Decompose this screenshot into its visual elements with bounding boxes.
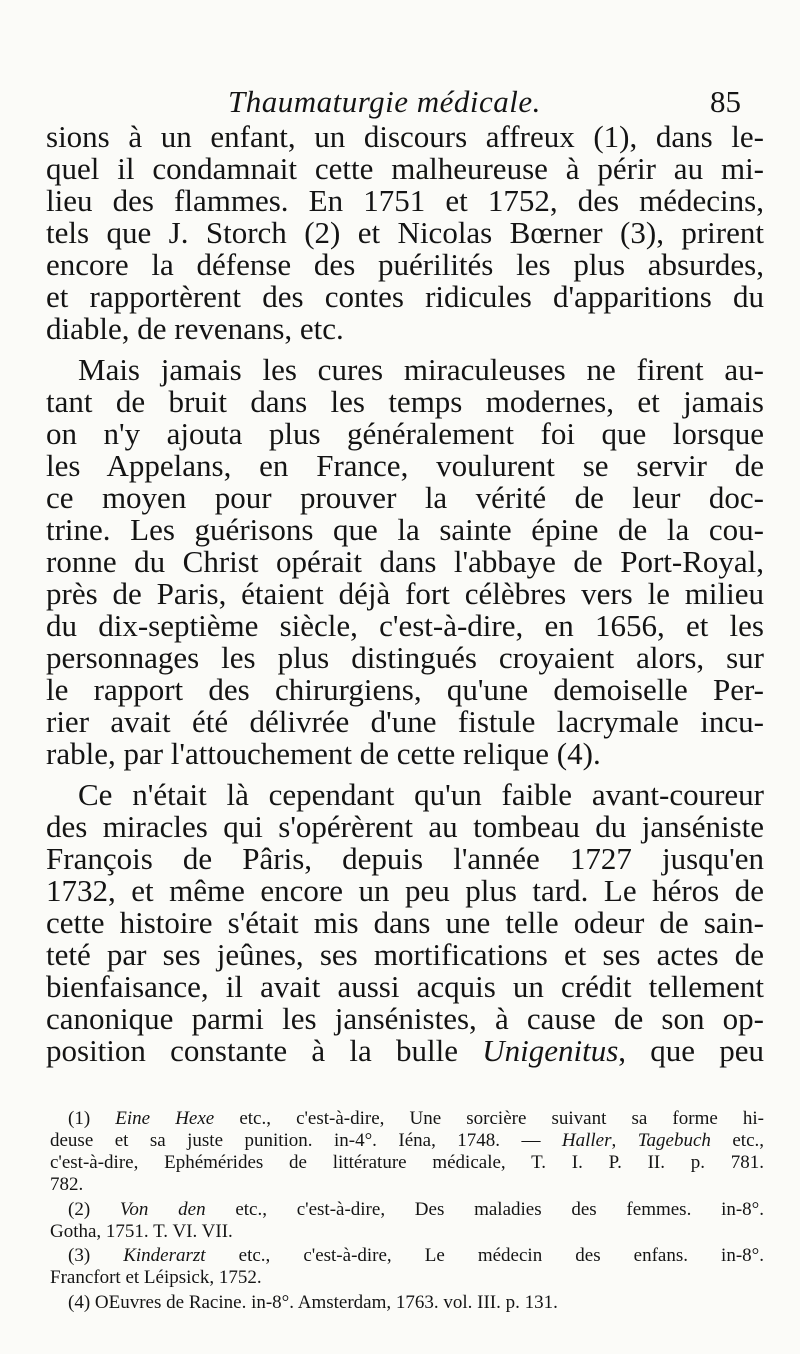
text-line: encore la défense des puérilités les plus absurdes,	[46, 248, 764, 282]
text-line: lieu des flammes. En 1751 et 1752, des médecins,	[46, 184, 764, 218]
footnote-line: Gotha, 1751. T. VI. VII.	[50, 1221, 233, 1242]
text-line: du dix-septième siècle, c'est-à-dire, en 1656, et les	[46, 609, 764, 643]
text-line	[46, 1034, 764, 1068]
italic-term: Unigenitus	[482, 1034, 619, 1068]
text-line: trine. Les guérisons que la sainte épine de la cou-	[46, 513, 764, 547]
text-line: rable, par l'attouchement de cette relique (4).	[46, 737, 601, 771]
text-line: quel il condamnait cette malheureuse à périr au mi-	[46, 152, 764, 186]
footnote-line	[68, 1108, 764, 1130]
footnote-line	[50, 1130, 764, 1152]
text-line: tels que J. Storch (2) et Nicolas Bœrner (3), prirent	[46, 216, 764, 250]
footnote-line: Francfort et Léipsick, 1752.	[50, 1267, 262, 1288]
text-line: le rapport des chirurgiens, qu'une demoiselle Per-	[46, 673, 764, 707]
footnote-line	[68, 1245, 764, 1267]
footnote-line: (4) OEuvres de Racine. in-8°. Amsterdam, 1763. vol. III. p. 131.	[68, 1292, 558, 1313]
running-header	[0, 84, 800, 124]
text-line: diable, de revenans, etc.	[46, 312, 344, 346]
page-number: 85	[710, 84, 741, 119]
text-line: ce moyen pour prouver la vérité de leur doc-	[46, 481, 764, 515]
text-line: François de Pâris, depuis l'année 1727 jusqu'en	[46, 842, 764, 876]
text-line: Mais jamais les cures miraculeuses ne firent au-	[78, 353, 764, 387]
italic-term: Haller	[561, 1130, 612, 1151]
footnote-marker: (2)	[68, 1199, 91, 1220]
text-segment: deuse et sa juste punition. in-4°. Iéna, 1748. —	[50, 1130, 541, 1151]
text-line: cette histoire s'était mis dans une telle odeur de sain-	[46, 906, 764, 940]
footnote-line: 782.	[50, 1174, 84, 1195]
text-line: des miracles qui s'opérèrent au tombeau du janséniste	[46, 810, 764, 844]
footnote-line: c'est-à-dire, Ephémérides de littérature médicale, T. I. P. II. p. 781.	[50, 1152, 764, 1173]
text-line: canonique parmi les jansénistes, à cause de son op-	[46, 1002, 764, 1036]
text-line: on n'y ajouta plus généralement foi que lorsque	[46, 417, 764, 451]
text-segment: etc., c'est-à-dire, Des maladies des femmes. in-8°.	[235, 1199, 764, 1220]
italic-term: Eine Hexe	[115, 1108, 215, 1129]
footnote-marker: (3)	[68, 1245, 91, 1266]
text-line: Ce n'était là cependant qu'un faible avant-coureur	[78, 778, 764, 812]
text-segment: etc., c'est-à-dire, Le médecin des enfans. in-8°.	[238, 1245, 764, 1266]
text-line: teté par ses jeûnes, ses mortifications et ses actes de	[46, 938, 764, 972]
text-line: sions à un enfant, un discours affreux (1), dans le-	[46, 120, 764, 154]
italic-term: Kinderarzt	[123, 1245, 206, 1266]
text-line: près de Paris, étaient déjà fort célèbres vers le milieu	[46, 577, 764, 611]
text-line: 1732, et même encore un peu plus tard. Le héros de	[46, 874, 764, 908]
text-line: et rapportèrent des contes ridicules d'apparitions du	[46, 280, 764, 314]
text-segment: position constante à la bulle	[46, 1034, 458, 1068]
text-line: ronne du Christ opérait dans l'abbaye de Port-Royal,	[46, 545, 764, 579]
text-segment: etc., c'est-à-dire, Une sorcière suivant sa forme hi-	[239, 1108, 764, 1129]
italic-term: Tagebuch	[637, 1130, 711, 1151]
text-segment: ,	[611, 1130, 617, 1151]
footnote-line	[68, 1199, 764, 1221]
text-line: rier avait été délivrée d'une fistule lacrymale incu-	[46, 705, 764, 739]
text-line: bienfaisance, il avait aussi acquis un crédit tellement	[46, 970, 764, 1004]
footnote-marker: (1)	[68, 1108, 91, 1129]
text-line: tant de bruit dans les temps modernes, et jamais	[46, 385, 764, 419]
italic-term: Von den	[119, 1199, 206, 1220]
running-title: Thaumaturgie médicale.	[228, 84, 541, 119]
text-line: les Appelans, en France, voulurent se servir de	[46, 449, 764, 483]
text-segment: , que peu	[618, 1034, 764, 1068]
text-segment: etc.,	[732, 1130, 764, 1151]
text-line: personnages les plus distingués croyaient alors, sur	[46, 641, 764, 675]
